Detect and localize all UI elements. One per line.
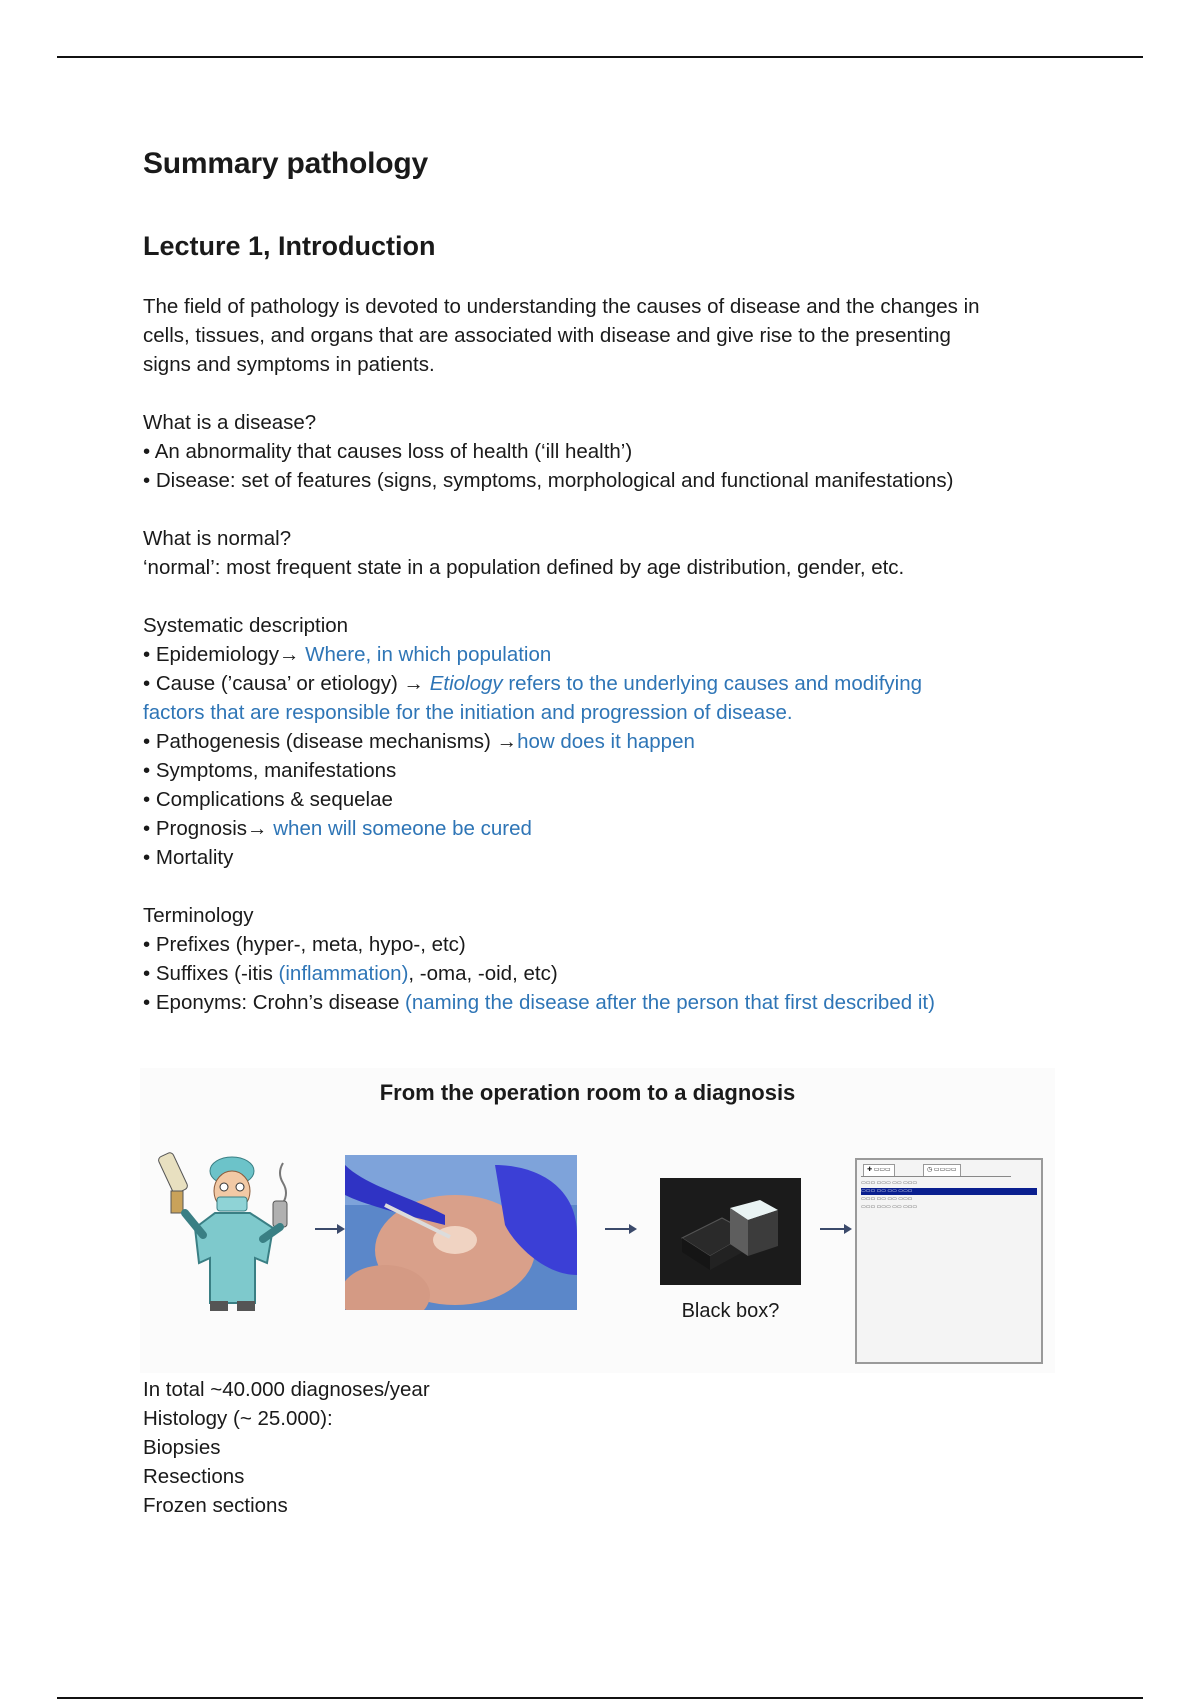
bullet-label: • Pathogenesis (disease mechanisms) → [143, 730, 518, 753]
bullet-item: • Mortality [143, 846, 234, 869]
intro-line: The field of pathology is devoted to understanding the causes of disease and the changes in [143, 295, 980, 318]
screen-row: ▭▭▭ ▭▭▭ ▭▭ ▭▭▭ [861, 1204, 918, 1210]
box-icon [660, 1178, 801, 1285]
annotation-note: Where, in which population [305, 643, 552, 666]
bullet-item: • Symptoms, manifestations [143, 759, 397, 782]
footer-rule [57, 1697, 1143, 1699]
screen-tab-bar [861, 1164, 1011, 1177]
intro-paragraph [143, 292, 1063, 379]
lecture-heading: Lecture 1, Introduction [143, 231, 436, 261]
bullet-item: • Prefixes (hyper-, meta, hypo-, etc) [143, 933, 466, 956]
bullet-cause [143, 669, 1063, 698]
bullet-eponyms [143, 988, 1063, 1017]
screen-row: ▭▭▭ ▭▭ ▭▭ ▭▭▭ [861, 1196, 913, 1202]
systematic-section [143, 611, 1063, 872]
intro-line: signs and symptoms in patients. [143, 353, 435, 376]
bullet-label: • Eponyms: Crohn’s disease [143, 991, 406, 1014]
normal-heading: What is normal? [143, 527, 292, 550]
flow-arrow [820, 1228, 850, 1230]
bullet-suffixes [143, 959, 1063, 988]
lab-software-screenshot [855, 1158, 1043, 1364]
screen-tab: ✚ ▭▭▭ [863, 1164, 895, 1176]
black-box-label: Black box? [681, 1300, 780, 1322]
bullet-label: • Cause (’causa’ or etiology) → [143, 672, 430, 695]
annotation-note: (naming the disease after the person that first described it) [405, 991, 935, 1014]
page-title: Summary pathology [143, 147, 428, 180]
bullet-prognosis [143, 814, 1063, 843]
figure-title: From the operation room to a diagnosis [379, 1080, 796, 1105]
black-box-image [660, 1178, 801, 1285]
screen-tab: ◷ ▭▭▭▭ [923, 1164, 961, 1176]
screen-row: ▭▭▭ ▭▭▭ ▭▭ ▭▭▭ [861, 1180, 918, 1186]
normal-section [143, 524, 1063, 582]
bullet-label: • Suffixes (-itis [143, 962, 279, 985]
flow-arrow [315, 1228, 343, 1230]
annotation-note: how does it happen [517, 730, 695, 753]
bullet-pathogenesis [143, 727, 1063, 756]
bullet-epidemiology [143, 640, 1063, 669]
systematic-heading: Systematic description [143, 614, 349, 637]
surgeon-illustration [155, 1143, 300, 1318]
annotation-note-continued: factors that are responsible for the initiation and progression of disease. [143, 701, 793, 724]
disease-section [143, 408, 1063, 495]
stat-line: Resections [143, 1465, 245, 1488]
screen-row: ▭▭▭ ▭▭ ▭▭ ▭▭▭ [861, 1188, 1037, 1195]
bullet-item: • An abnormality that causes loss of health (‘ill health’) [143, 440, 633, 463]
statistics-list [143, 1375, 843, 1520]
header-rule [57, 56, 1143, 58]
bullet-label: • Epidemiology→ [143, 643, 306, 666]
normal-definition: ‘normal’: most frequent state in a population defined by age distribution, gender, etc. [143, 556, 905, 579]
disease-heading: What is a disease? [143, 411, 317, 434]
workflow-figure [140, 1068, 1055, 1373]
bullet-label: , -oma, -oid, etc) [408, 962, 558, 985]
annotation-note: when will someone be cured [273, 817, 532, 840]
stat-line: In total ~40.000 diagnoses/year [143, 1378, 430, 1401]
annotation-note: refers to the underlying causes and modifying [502, 672, 922, 695]
document-body [143, 140, 1063, 1017]
stat-line: Frozen sections [143, 1494, 288, 1517]
stat-line: Histology (~ 25.000): [143, 1407, 333, 1430]
annotation-term: Etiology [429, 672, 503, 695]
bullet-item: • Complications & sequelae [143, 788, 393, 811]
annotation-note: (inflammation) [278, 962, 409, 985]
intro-line: cells, tissues, and organs that are associated with disease and give rise to the presenting [143, 324, 951, 347]
terminology-section [143, 901, 1063, 1017]
stat-line: Biopsies [143, 1436, 221, 1459]
tissue-dissection-photo [345, 1155, 577, 1310]
flow-arrow [605, 1228, 635, 1230]
terminology-heading: Terminology [143, 904, 254, 927]
bullet-label: • Prognosis→ [143, 817, 274, 840]
bullet-item: • Disease: set of features (signs, symptoms, morphological and functional manifestations) [143, 469, 954, 492]
